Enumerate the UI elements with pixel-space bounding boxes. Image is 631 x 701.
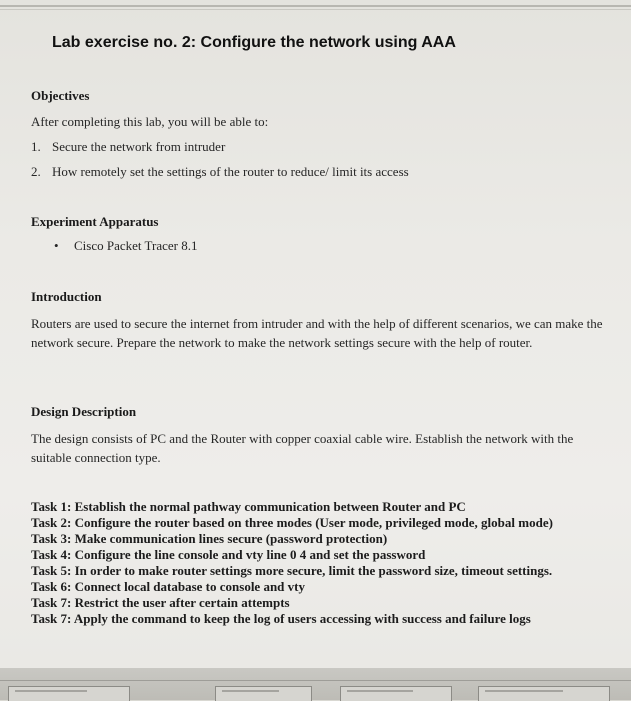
design-text: The design consists of PC and the Router with copper coaxial cable wire. Establish the network with the suitable connection type.	[31, 431, 574, 465]
page-title: Lab exercise no. 2: Configure the network using AAA	[52, 34, 456, 51]
task-item: Task 4: Configure the line console and vty line 0 4 and set the password	[31, 547, 426, 562]
objective-item-2-text: How remotely set the settings of the router to reduce/ limit its access	[52, 164, 409, 179]
bottom-tab-3[interactable]	[340, 686, 452, 701]
objective-item-2	[31, 164, 409, 180]
bottom-tab-4[interactable]	[478, 686, 610, 701]
top-rule-secondary	[0, 9, 631, 10]
objective-item-2-number: 2.	[31, 164, 41, 179]
introduction-heading: Introduction	[31, 289, 102, 304]
footer-divider	[0, 680, 631, 681]
apparatus-item	[54, 238, 197, 254]
introduction-text: Routers are used to secure the internet from intruder and with the help of different scenarios, we can make the network secure. Prepare the network to make the network settings secure with the help of router.	[31, 316, 603, 350]
objective-item-1	[31, 139, 225, 155]
objective-item-1-text: Secure the network from intruder	[52, 139, 226, 154]
apparatus-heading: Experiment Apparatus	[31, 214, 159, 229]
apparatus-item-text: Cisco Packet Tracer 8.1	[74, 238, 198, 253]
task-item: Task 6: Connect local database to console and vty	[31, 579, 305, 594]
bullet-icon: •	[54, 238, 59, 253]
task-item: Task 3: Make communication lines secure (password protection)	[31, 531, 388, 546]
bottom-tab-2[interactable]	[215, 686, 312, 701]
task-list	[31, 499, 626, 627]
objectives-intro: After completing this lab, you will be able to:	[31, 114, 269, 129]
task-item: Task 7: Restrict the user after certain attempts	[31, 595, 290, 610]
objectives-heading: Objectives	[31, 88, 90, 103]
bottom-tab-1[interactable]	[8, 686, 130, 701]
task-item: Task 2: Configure the router based on three modes (User mode, privileged mode, global mode)	[31, 515, 553, 530]
top-rule	[0, 5, 631, 7]
design-heading: Design Description	[31, 404, 137, 419]
task-item: Task 1: Establish the normal pathway communication between Router and PC	[31, 499, 466, 514]
objective-item-1-number: 1.	[31, 139, 41, 154]
task-item: Task 7: Apply the command to keep the log of users accessing with success and failure logs	[31, 611, 531, 626]
task-item: Task 5: In order to make router settings more secure, limit the password size, timeout settings.	[31, 563, 553, 578]
